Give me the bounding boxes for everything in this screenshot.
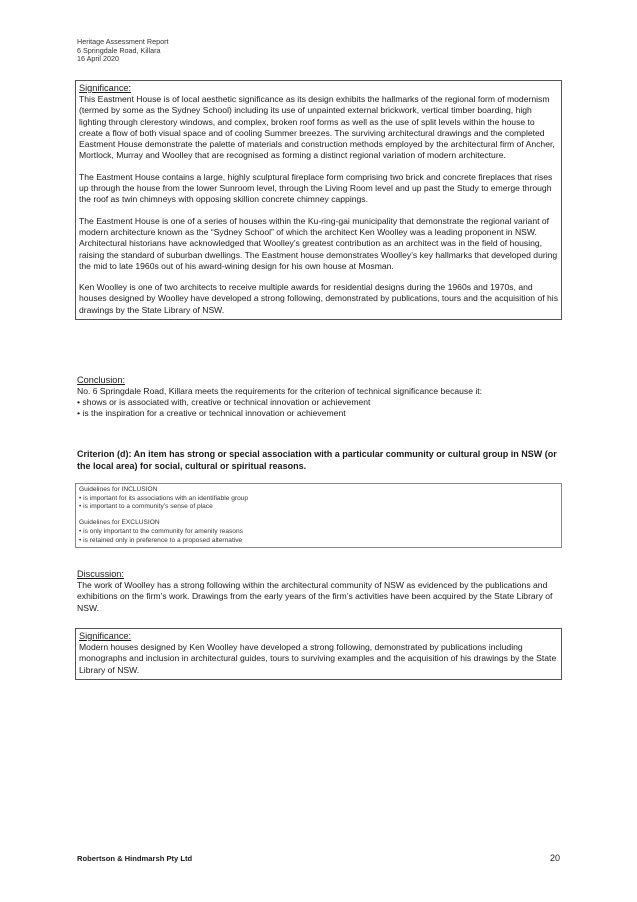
- discussion-text: The work of Woolley has a strong following within the architectural community of NSW as evidenced by the publications and exhibitions on the firm’s work. Drawings from the early years of the firm’s activities have been acquired by the State Library of NSW.: [77, 580, 553, 613]
- significance-paragraph: Ken Woolley is one of two architects to receive multiple awards for residential designs during the 1960s and 1970s, and houses designed by Woolley have developed a strong following, demonstrated by publications, tours and the acquisition of his drawings by the State Library of NSW.: [79, 282, 559, 315]
- significance-heading: Significance:: [79, 631, 132, 641]
- criterion-d-heading: Criterion (d): An item has strong or special association with a particular community or cultural group in NSW (or the local area) for social, cultural or spiritual reasons.: [77, 449, 557, 471]
- discussion-heading: Discussion:: [77, 569, 124, 579]
- list-item: • shows or is associated with, creative or technical innovation or achievement: [77, 397, 564, 408]
- list-item: • is important for its associations with an identifiable group: [79, 495, 558, 504]
- conclusion-text: No. 6 Springdale Road, Killara meets the requirements for the criterion of technical significance because it:: [77, 386, 483, 396]
- list-item: • is retained only in preference to a proposed alternative: [79, 537, 558, 546]
- significance-paragraph: The Eastment House contains a large, highly sculptural fireplace form comprising two brick and concrete fireplaces that rises up through the house from the lower Sunroom level, through the Living Room level and up past the Study to emerge through the roof as twin chimneys with opposing skillion concrete chimney cappings.: [79, 171, 553, 205]
- conclusion-heading: Conclusion:: [77, 375, 126, 385]
- conclusion-section: [77, 375, 564, 419]
- significance-paragraph: The Eastment House is one of a series of houses within the Ku-ring-gai municipality that demonstrate the regional variant of modern architecture known as the “Sydney School” of which the architect Ken Woolley was a leading proponent in NSW. Architectural historians have acknowledged that Woolley’s greatest contribution as an architect was in the field of housing, raising the standard of suburban dwellings. The Eastment house demonstrates Woolley’s key hallmarks that developed during the mid to late 1960s out of his award-wining design for his own house at Mosman.: [79, 215, 558, 271]
- inclusion-guidelines-title: Guidelines for INCLUSION: [79, 486, 158, 493]
- header-date: 16 April 2020: [77, 54, 119, 64]
- conclusion-bullet-list: [77, 397, 564, 419]
- guidelines-box: [75, 483, 562, 548]
- list-item: • is only important to the community for amenity reasons: [79, 528, 558, 537]
- exclusion-guidelines-list: [79, 528, 558, 545]
- discussion-section: [77, 569, 564, 614]
- significance-paragraph: Modern houses designed by Ken Woolley have developed a strong following, demonstrated by publications including monographs and inclusion in architectural guides, tours to surviving examples and the acquisition of his drawings by the State Library of NSW.: [79, 642, 557, 675]
- significance-paragraph: This Eastment House is of local aesthetic significance as its design exhibits the hallmarks of the regional form of modernism (termed by some as the Sydney School) including its use of unpainted external brickwork, vertical timber boarding, high lighting through clerestory windows, and complex, broken roof forms as well as the use of split levels within the house to create a flow of both visual space and of cooling Summer breezes. The surviving architectural drawings and the completed Eastment House demonstrate the palette of materials and construction methods employed by the architectural firm of Ancher, Mortlock, Murray and Woolley that are recognised as forming a distinct regional variation of modern architecture.: [79, 94, 555, 161]
- header-address: 6 Springdale Road, Killara: [77, 45, 161, 55]
- document-header: [77, 38, 168, 64]
- footer-company-name: Robertson & Hindmarsh Pty Ltd: [77, 854, 193, 863]
- list-item: • is the inspiration for a creative or technical innovation or achievement: [77, 408, 564, 419]
- page-number: 20: [549, 853, 560, 863]
- significance-heading: Significance:: [79, 83, 132, 93]
- list-item: • is important to a community’s sense of place: [79, 503, 558, 512]
- significance-box-social: [75, 628, 562, 680]
- inclusion-guidelines-list: [79, 495, 558, 512]
- exclusion-guidelines-title: Guidelines for EXCLUSION: [79, 519, 160, 527]
- header-report-title: Heritage Assessment Report: [77, 37, 169, 46]
- significance-box-aesthetic: [75, 80, 562, 320]
